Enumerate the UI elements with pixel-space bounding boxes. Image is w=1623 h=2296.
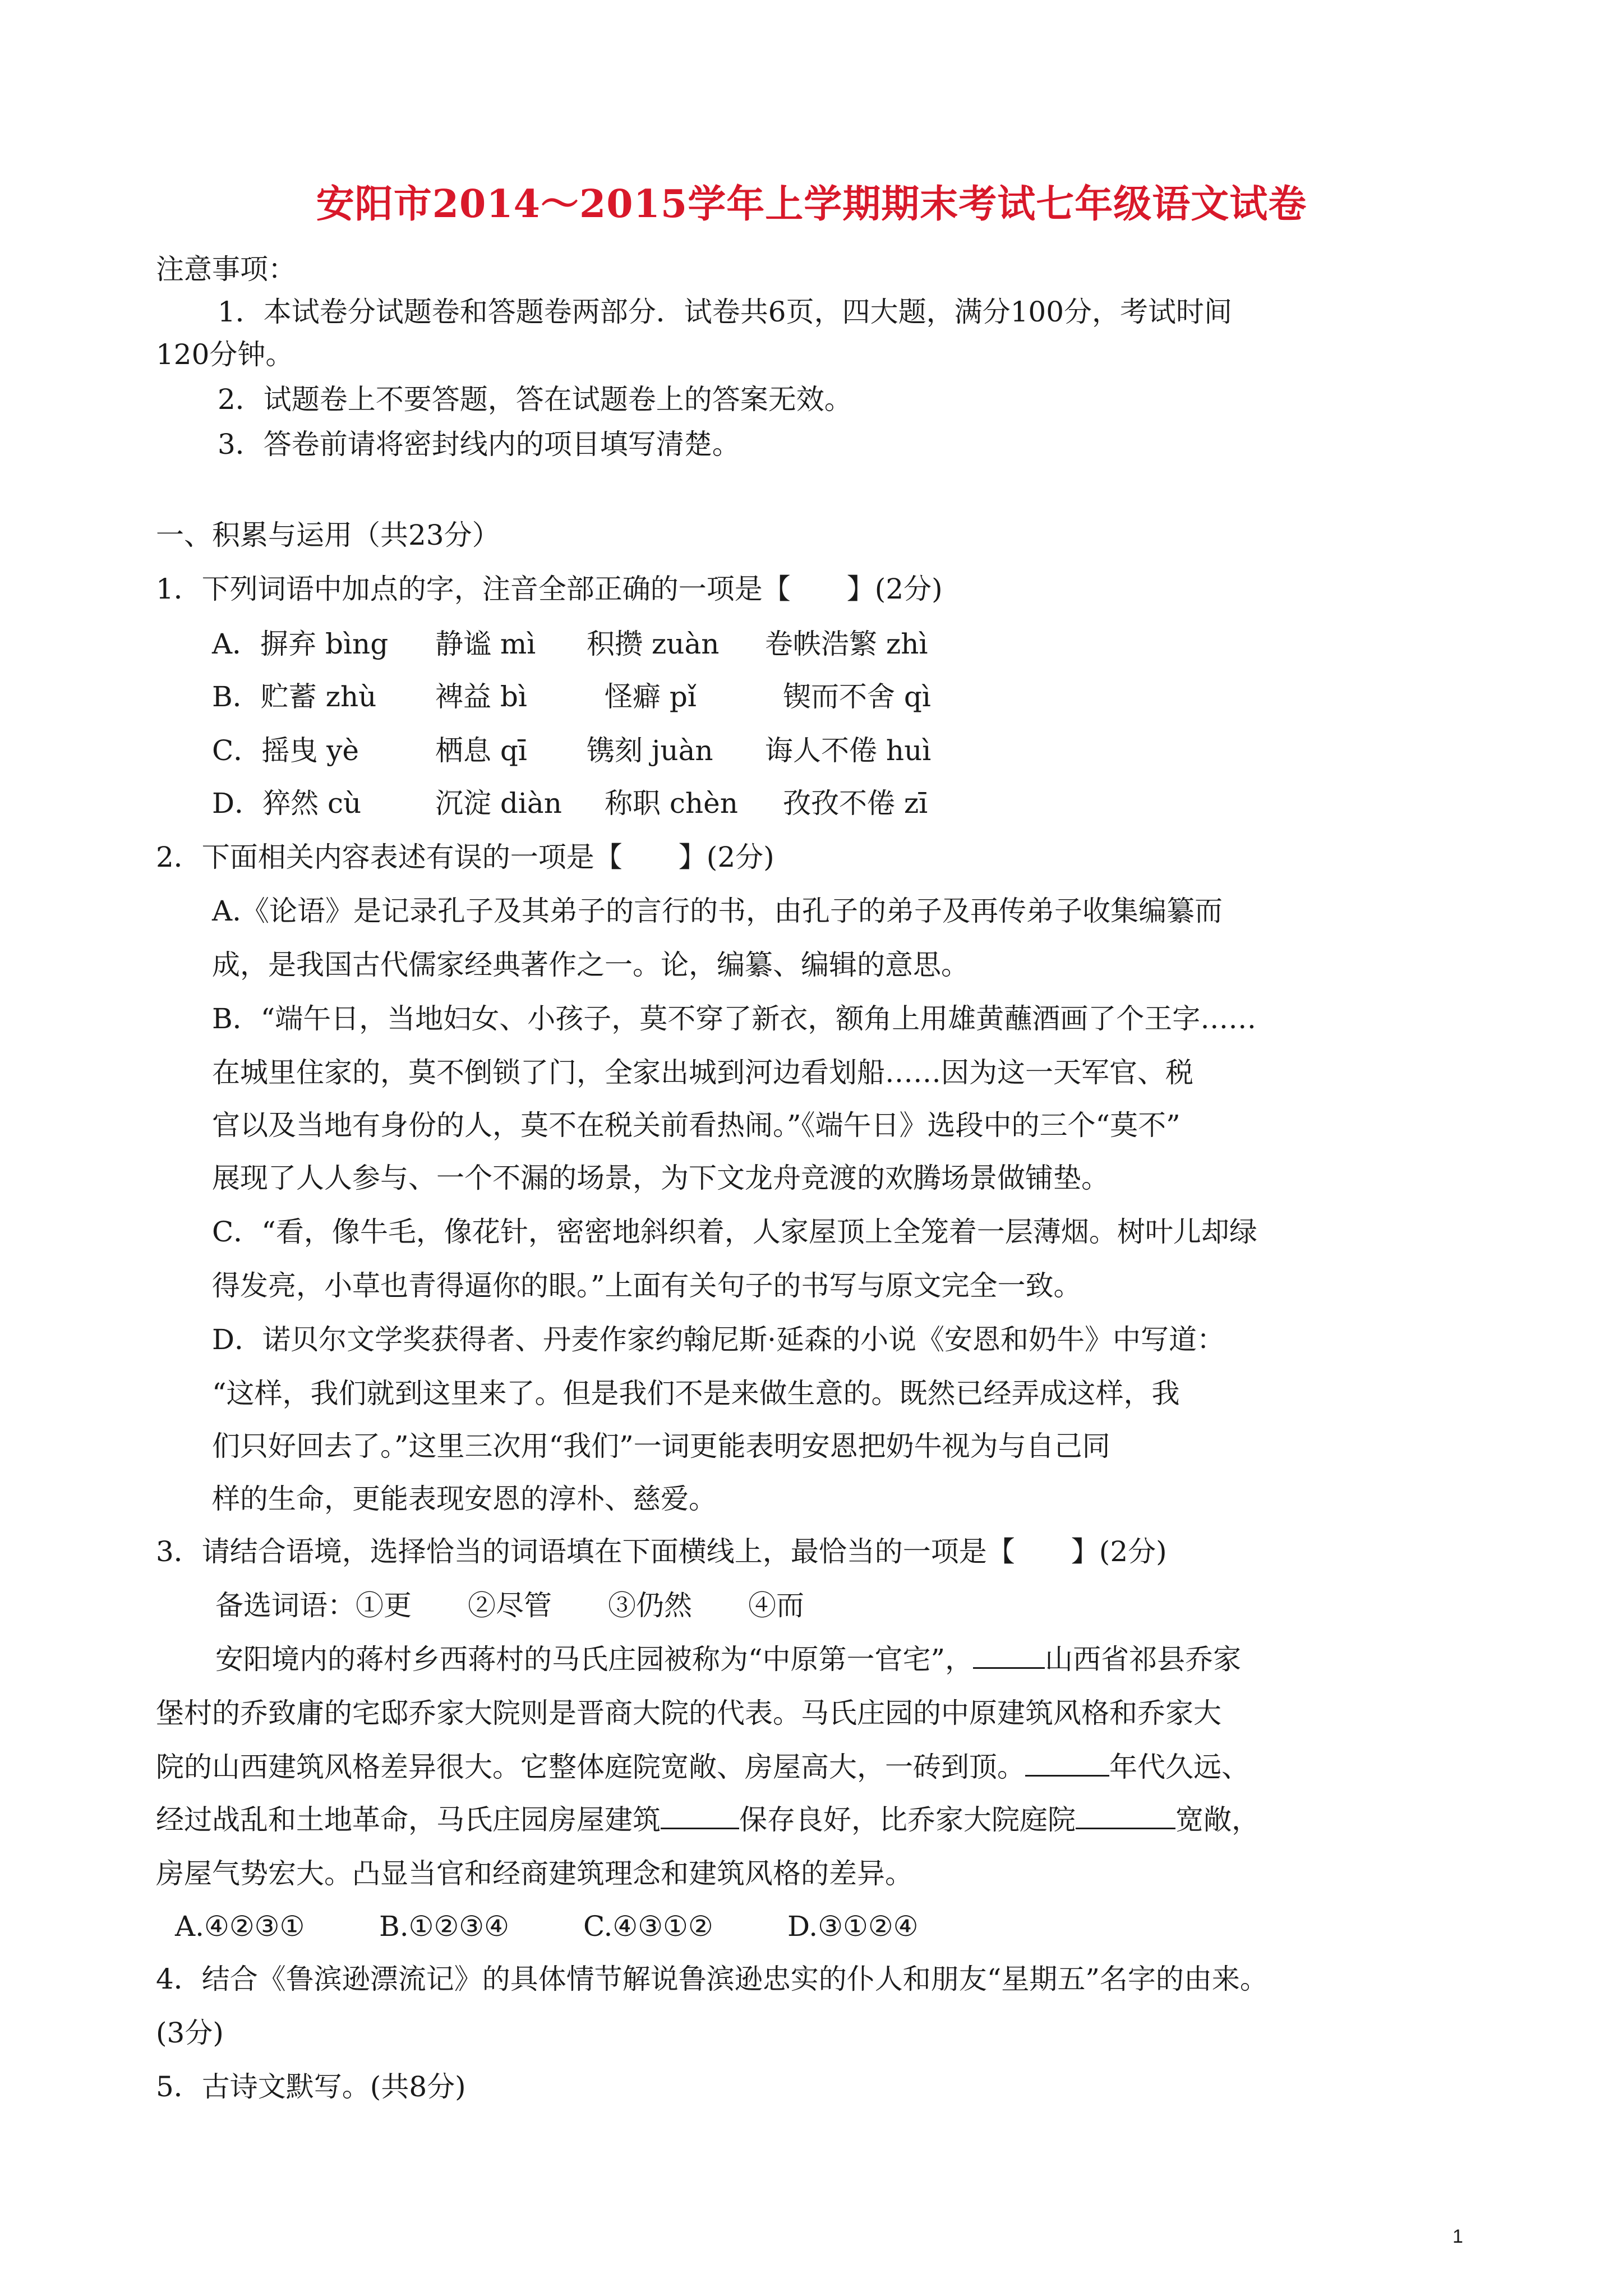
- q2-option-c-line-2: 得发亮，小草也青得逼你的眼。”上面有关句子的书写与原文完全一致。: [212, 1269, 1082, 1302]
- q2-option-b-line-3: 官以及当地有身份的人，莫不在税关前看热闹。”《端午日》选段中的三个“莫不”: [212, 1109, 1181, 1142]
- q1-option-a: [212, 626, 928, 662]
- section-1-heading: 一、积累与运用（共23分）: [156, 519, 500, 551]
- q3-stem: 3．请结合语境，选择恰当的词语填在下面横线上，最恰当的一项是【 】(2分): [156, 1535, 1167, 1568]
- q3-blank-2: [1025, 1749, 1109, 1777]
- q1-c-word-3: 镌刻 juàn: [587, 734, 713, 767]
- exam-title: 安阳市2014～2015学年上学期期末考试七年级语文试卷: [316, 182, 1307, 227]
- q1-option-c: [212, 733, 931, 769]
- q3-blank-4: [1076, 1802, 1175, 1829]
- q1-option-b: [212, 679, 931, 715]
- q3-passage-line-4: [156, 1802, 1260, 1838]
- q1-d-word-1: D．猝然 cù: [212, 787, 362, 820]
- q1-c-word-1: C．摇曳 yè: [212, 734, 359, 767]
- q1-c-word-4: 诲人不倦 huì: [765, 734, 932, 767]
- q3-option-c: C.④③①②: [583, 1910, 713, 1943]
- q1-d-word-4: 孜孜不倦 zī: [783, 787, 928, 820]
- q3-p1-text-a: 安阳境内的蒋村乡西蒋村的马氏庄园被称为“中原第一官宅”，: [215, 1643, 974, 1676]
- q1-a-word-4: 卷帙浩繁 zhì: [765, 628, 928, 660]
- q3-passage-line-1: [215, 1641, 1241, 1677]
- q3-passage-line-5: 房屋气势宏大。凸显当官和经商建筑理念和建筑风格的差异。: [156, 1857, 913, 1890]
- q2-option-b-line-1: B．“端午日，当地妇女、小孩子，莫不穿了新衣，额角上用雄黄蘸酒画了个王字……: [212, 1002, 1257, 1035]
- notice-item-1-cont: 120分钟。: [156, 338, 294, 371]
- q2-option-b-line-4: 展现了人人参与、一个不漏的场景，为下文龙舟竞渡的欢腾场景做铺垫。: [212, 1162, 1109, 1194]
- q2-option-a-line-1: A.《论语》是记录孔子及其弟子的言行的书，由孔子的弟子及再传弟子收集编纂而: [212, 895, 1223, 927]
- q1-stem: 1．下列词语中加点的字，注音全部正确的一项是【 】(2分): [156, 573, 943, 605]
- q5-stem: 5．古诗文默写。(共8分): [156, 2070, 466, 2103]
- notice-item-1: 1．本试卷分试题卷和答题卷两部分．试卷共6页，四大题，满分100分，考试时间: [218, 296, 1233, 328]
- q1-b-word-1: B．贮蓄 zhù: [212, 680, 377, 713]
- q3-passage-line-3: [156, 1749, 1249, 1785]
- q3-p1-text-b: 山西省祁县乔家: [1045, 1643, 1242, 1676]
- q1-a-word-1: A．摒弃 bìng: [212, 628, 389, 660]
- q3-blank-1: [973, 1641, 1045, 1669]
- q2-option-d-line-1: D．诺贝尔文学奖获得者、丹麦作家约翰尼斯·延森的小说《安恩和奶牛》中写道：: [212, 1323, 1225, 1356]
- page-number: 1: [1453, 2226, 1463, 2247]
- q1-b-word-3: 怪癖 pǐ: [605, 680, 697, 713]
- q3-word-bank: 备选词语：①更 ②尽管 ③仍然 ④而: [215, 1589, 804, 1622]
- q2-option-d-line-2: “这样，我们就到这里来了。但是我们不是来做生意的。既然已经弄成这样，我: [212, 1377, 1180, 1410]
- q3-blank-3: [661, 1802, 739, 1829]
- notice-item-3: 3．答卷前请将密封线内的项目填写清楚。: [218, 428, 740, 461]
- q3-options: [175, 1908, 919, 1944]
- q1-a-word-2: 静谧 mì: [435, 628, 536, 660]
- q2-option-b-line-2: 在城里住家的，莫不倒锁了门，全家出城到河边看划船……因为这一天军官、税: [212, 1056, 1193, 1089]
- q3-option-d: D.③①②④: [787, 1910, 919, 1943]
- notice-heading: 注意事项：: [156, 253, 296, 286]
- notice-item-2: 2．试题卷上不要答题，答在试题卷上的答案无效。: [218, 383, 852, 416]
- q1-a-word-3: 积攒 zuàn: [587, 628, 720, 660]
- q3-p4-text-c: 宽敞，: [1175, 1803, 1260, 1836]
- q3-p4-text-b: 保存良好，比乔家大院庭院: [739, 1803, 1076, 1836]
- q2-option-d-line-3: 们只好回去了。”这里三次用“我们”一词更能表明安恩把奶牛视为与自己同: [212, 1430, 1110, 1462]
- q4-stem: 4．结合《鲁滨逊漂流记》的具体情节解说鲁滨逊忠实的仆人和朋友“星期五”名字的由来。: [156, 1963, 1268, 1995]
- q1-b-word-4: 锲而不舍 qì: [783, 680, 931, 713]
- q2-option-d-line-4: 样的生命，更能表现安恩的淳朴、慈爱。: [212, 1483, 717, 1515]
- q4-points: (3分): [156, 2017, 224, 2049]
- q3-option-a: A.④②③①: [175, 1910, 305, 1943]
- q3-p4-text-a: 经过战乱和土地革命，马氏庄园房屋建筑: [156, 1803, 661, 1836]
- q2-option-c-line-1: C．“看，像牛毛，像花针，密密地斜织着，人家屋顶上全笼着一层薄烟。树叶儿却绿: [212, 1216, 1257, 1248]
- q3-p3-text-b: 年代久远、: [1109, 1751, 1249, 1783]
- q3-p3-text-a: 院的山西建筑风格差异很大。它整体庭院宽敞、房屋高大，一砖到顶。: [156, 1751, 1025, 1783]
- q1-d-word-2: 沉淀 diàn: [435, 787, 562, 820]
- q2-stem: 2．下面相关内容表述有误的一项是【 】(2分): [156, 841, 774, 873]
- q1-c-word-2: 栖息 qī: [435, 734, 527, 767]
- q1-b-word-2: 裨益 bì: [435, 680, 527, 713]
- q3-passage-line-2: 堡村的乔致庸的宅邸乔家大院则是晋商大院的代表。马氏庄园的中原建筑风格和乔家大: [156, 1697, 1221, 1729]
- q2-option-a-line-2: 成，是我国古代儒家经典著作之一。论，编纂、编辑的意思。: [212, 949, 969, 981]
- q1-d-word-3: 称职 chèn: [605, 787, 738, 820]
- q1-option-d: [212, 785, 928, 821]
- q3-option-b: B.①②③④: [379, 1910, 509, 1943]
